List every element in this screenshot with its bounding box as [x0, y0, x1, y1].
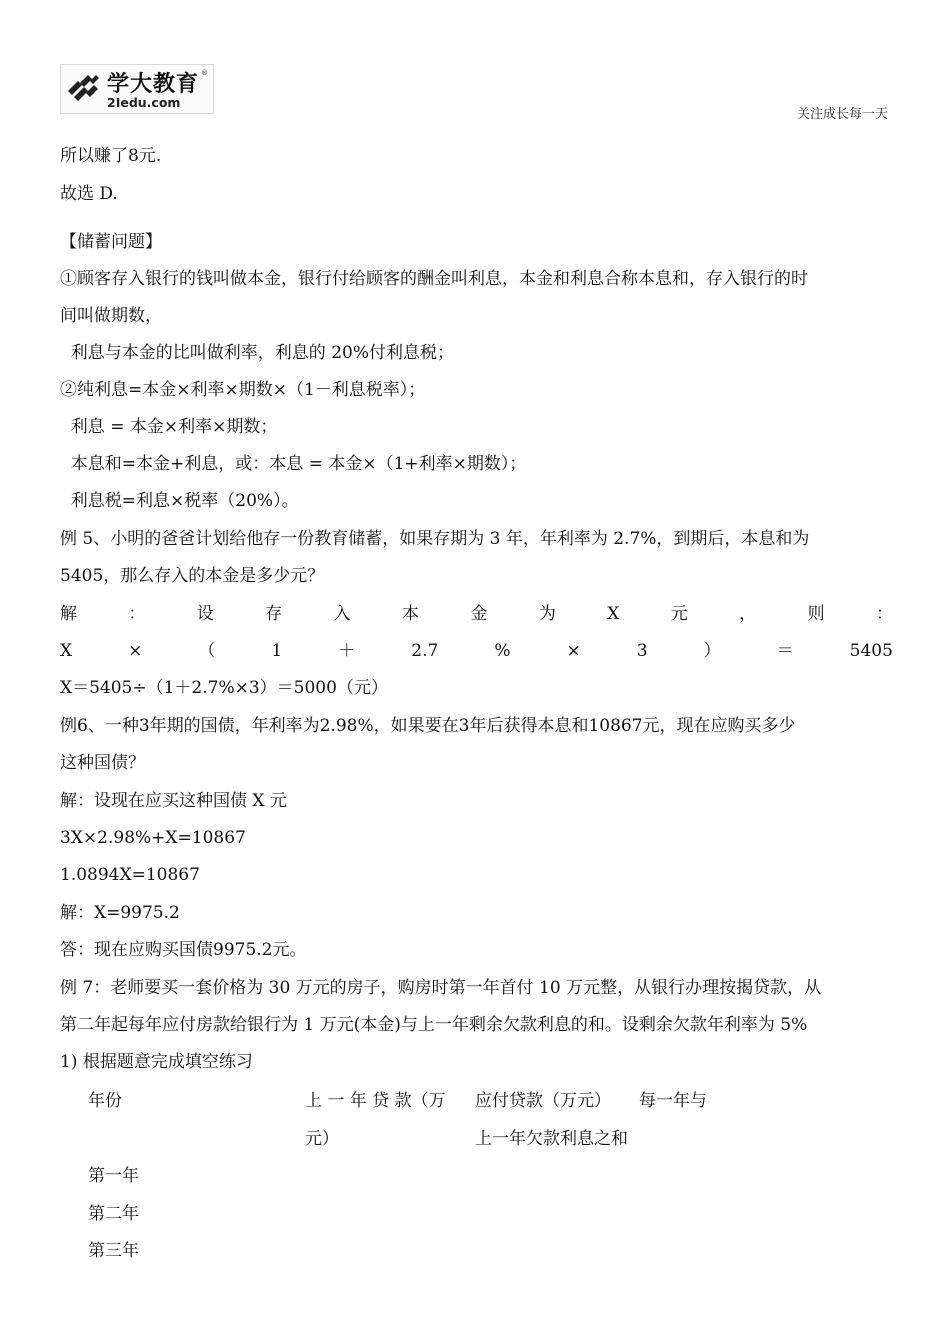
solution-token: 设 — [196, 604, 214, 624]
table-header-sum: 每一年与 — [639, 1091, 707, 1111]
solution-token: ， — [739, 604, 757, 624]
text-line: 利息税=利息×税率（20%）。 — [60, 491, 299, 511]
text-line: ②纯利息=本金×利率×期数×（1－利息税率）； — [60, 380, 426, 400]
text-line: 例 7：老师要买一套价格为 30 万元的房子，购房时第一年首付 10 万元整，从银行办理按揭贷款，从 — [60, 978, 822, 998]
text-line: 例6、一种3年期的国债，年利率为2.98%，如果要在3年后获得本息和10867元，现在应购买多少 — [60, 716, 796, 736]
solution-token: 解 — [60, 604, 77, 624]
text-line: 本息和=本金+利息，或：本息 = 本金×（1+利率×期数）； — [60, 454, 527, 474]
solution-row-1 — [60, 602, 893, 626]
logo-text-en: 2Iedu.com — [107, 95, 181, 110]
solution-token: ＋ — [338, 641, 356, 661]
text-line: 解：X=9975.2 — [60, 903, 180, 923]
logo-text-cn: 学大教育 — [107, 72, 200, 97]
text-line: 间叫做期数， — [60, 306, 162, 326]
solution-token: 则 — [807, 604, 825, 624]
table-header-sum-cont: 上一年欠款利息之和 — [475, 1129, 628, 1149]
solution-token: × — [128, 641, 143, 661]
text-line: 5405，那么存入的本金是多少元？ — [60, 566, 325, 586]
solution-token: X — [607, 604, 620, 624]
solution-token: × — [566, 641, 581, 661]
solution-token: 3 — [636, 641, 648, 661]
solution-token: ＝ — [776, 641, 794, 661]
text-line: 解：设现在应买这种国债 X 元 — [60, 791, 287, 811]
text-line: X＝5405÷（1＋2.7%×3）＝5000（元） — [60, 678, 388, 698]
text-line: 利息与本金的比叫做利率，利息的 20%付利息税； — [60, 343, 454, 363]
text-line: 3X×2.98%+X=10867 — [60, 828, 246, 848]
text-line: 所以赚了8元. — [60, 146, 162, 166]
table-row-label: 第一年 — [88, 1166, 139, 1186]
solution-token: 为 — [538, 604, 556, 624]
table-header-payment: 应付贷款（万元） — [475, 1091, 611, 1111]
solution-token: % — [494, 641, 511, 661]
text-line: ①顾客存入银行的钱叫做本金，银行付给顾客的酬金叫利息，本金和利息合称本息和，存入银行的时 — [60, 269, 808, 289]
solution-token: 入 — [333, 604, 351, 624]
solution-token: 元 — [670, 604, 688, 624]
table-row-label: 第二年 — [88, 1204, 139, 1224]
solution-token: 本 — [402, 604, 420, 624]
solution-token: ： — [128, 604, 146, 624]
solution-token: 2.7 — [411, 641, 439, 661]
text-line: 1.0894X=10867 — [60, 865, 200, 885]
text-line: 故选 D. — [60, 184, 118, 204]
text-line: 答：现在应购买国债9975.2元。 — [60, 940, 307, 960]
header-tagline: 关注成长每一天 — [796, 107, 888, 122]
table-header-prev-loan: 上 一 年 贷 款（万 — [305, 1091, 446, 1111]
solution-token: X — [60, 641, 73, 661]
table-row-label: 第三年 — [88, 1241, 139, 1261]
solution-token: 1 — [271, 641, 283, 661]
text-line: 1) 根据题意完成填空练习 — [60, 1052, 253, 1072]
solution-token: ： — [875, 604, 893, 624]
solution-token: 5405 — [849, 641, 893, 661]
solution-token: 存 — [265, 604, 283, 624]
text-line: 这种国债？ — [60, 753, 145, 773]
text-line: 第二年起每年应付房款给银行为 1 万元(本金)与上一年剩余欠款利息的和。设剩余欠款年利率为 5% — [60, 1015, 808, 1035]
text-line: 利息 = 本金×利率×期数； — [60, 417, 278, 437]
table-header-prev-loan-unit: 元） — [305, 1129, 339, 1149]
logo-mark-icon — [64, 69, 104, 109]
logo — [60, 64, 214, 114]
logo-registered-mark: ® — [201, 69, 208, 77]
text-line: 例 5、小明的爸爸计划给他存一份教育储蓄，如果存期为 3 年，年利率为 2.7%，到期后，本息和为 — [60, 529, 810, 549]
solution-token: （ — [198, 641, 216, 661]
table-header-year: 年份 — [88, 1091, 122, 1111]
section-heading: 【储蓄问题】 — [60, 232, 162, 252]
solution-token: ） — [703, 641, 721, 661]
solution-row-2 — [60, 639, 893, 663]
solution-token: 金 — [470, 604, 488, 624]
